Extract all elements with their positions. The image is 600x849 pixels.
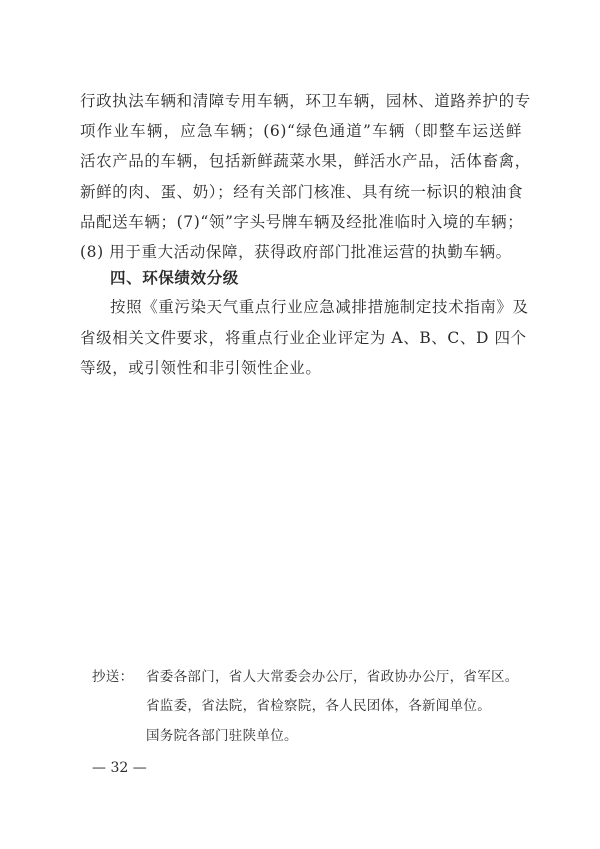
paragraph-line: (8) 用于重大活动保障，获得政府部门批准运营的执勤车辆。 bbox=[80, 243, 512, 261]
paragraph-line: 省级相关文件要求，将重点行业企业评定为 A、B、C、D 四个 bbox=[80, 329, 527, 347]
paragraph-line: 按照《重污染天气重点行业应急减排措施制定技术指南》及 bbox=[110, 298, 529, 316]
paragraph-line: 活农产品的车辆，包括新鲜蔬菜水果，鲜活水产品，活体畜禽， bbox=[80, 152, 531, 170]
paragraph-line: 行政执法车辆和清障专用车辆，环卫车辆，园林、道路养护的专 bbox=[80, 92, 531, 110]
paragraph-line: 等级，或引领性和非引领性企业。 bbox=[80, 359, 322, 377]
cc-label: 抄送： bbox=[92, 669, 134, 685]
section-heading: 四、环保绩效分级 bbox=[110, 269, 239, 287]
paragraph-line: 新鲜的肉、蛋、奶）；经有关部门核准、具有统一标识的粮油食 bbox=[80, 183, 524, 201]
paragraph-line: 项作业车辆，应急车辆；(6)“绿色通道”车辆（即整车运送鲜 bbox=[80, 122, 522, 140]
cc-recipients-line: 省监委，省法院，省检察院，各人民团体，各新闻单位。 bbox=[146, 698, 491, 714]
cc-recipients-line: 国务院各部门驻陕单位。 bbox=[146, 728, 298, 744]
paragraph-line: 品配送车辆；(7)“领”字头号牌车辆及经批准临时入境的车辆； bbox=[80, 213, 524, 231]
cc-recipients-line: 省委各部门，省人大常委会办公厅，省政协办公厅，省军区。 bbox=[146, 669, 519, 685]
page-number: — 32 — bbox=[92, 760, 147, 776]
